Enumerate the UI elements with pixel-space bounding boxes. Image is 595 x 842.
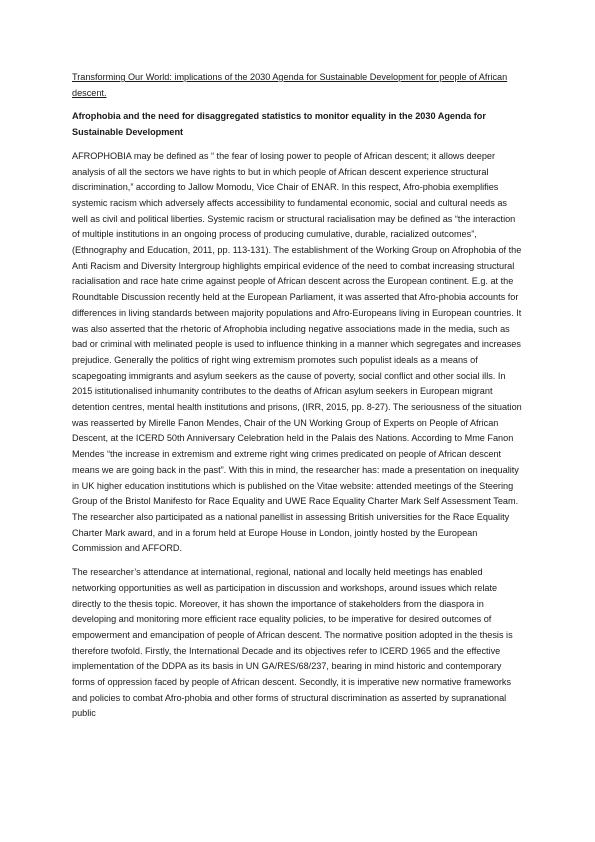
section-heading: Afrophobia and the need for disaggregated statistics to monitor equality in the 2030 Agenda for Sustainable Development bbox=[72, 111, 486, 138]
body-paragraph-1: AFROPHOBIA may be defined as “ the fear of losing power to people of African descent; it allows deeper analysis of all the sectors we have rights to but in which people of African descent experience structural discrimination,” according to Jallow Momodu, Vice Chair of ENAR. In this respect, Afro-phobia exemplifies systemic racism which adversely affects accessibility to fundamental economic, social and cultural needs as well as civil and political liberties. Systemic racism or structural racialisation may be defined as “the interaction of multiple institutions in an ongoing process of producing cumulative, durable, racialized outcomes”, (Ethnography and Education, 2011, pp. 113-131). The establishment of the Working Group on Afrophobia of the Anti Racism and Diversity Intergroup highlights empirical evidence of the need to combat increasing structural racialisation and race hate crime against people of African descent across the European continent. E.g. at the Roundtable Discussion recently held at the European Parliament, it was asserted that Afro-phobia accounts for differences in living standards between majority populations and Afro-Europeans living in European countries. It was also asserted that the rhetoric of Afrophobia including negative associations made in the media, such as bad or criminal with melinated people is used to influence thinking in a manner which segregates and increases prejudice. Generally the politics of right wing extremism promotes such populist ideals as a means of scapegoating immigrants and asylum seekers as the cause of poverty, social conflict and other social ills. In 2015 istitutionalised inhumanity contributes to the deaths of African asylum seekers in European migrant detention centres, mental health institutions and prisons, (IRR, 2015, pp. 8-27). The seriousness of the situation was reasserted by Mirelle Fanon Mendes, Chair of the UN Working Group of Experts on People of African Descent, at the ICERD 50th Anniversary Celebration held in the Palais des Nations. According to Mme Fanon Mendes “the increase in extremism and extreme right wing crimes predicated on people of African descent means we are going back in the past”. With this in mind, the researcher has: made a presentation on inequality in UK higher education institutions which is published on the Vitae website: attended meetings of the Steering Group of the Bristol Manifesto for Race Equality and UWE Race Equality Charter Mark Self Assessment Team. The researcher also participated as a national panellist in assessing British universities for the Race Equality Charter Mark award, and in a forum held at Europe House in London, jointly hosted by the European Commission and AFFORD. bbox=[72, 150, 522, 554]
document-title: Transforming Our World: implications of the 2030 Agenda for Sustainable Development for people of African descent. bbox=[72, 72, 508, 98]
body-paragraph-2: The researcher’s attendance at international, regional, national and locally held meetings has enabled networking opportunities as well as participation in discussion and workshops, around issues which relate directly to the thesis topic. Moreover, it has shown the importance of stakeholders from the diaspora in developing and monitoring more efficient race equality policies, to be imperative for desired outcomes of empowerment and emancipation of people of African descent. The normative position adopted in the thesis is therefore twofold. Firstly, the International Decade and its objectives refer to ICERD 1965 and the effective implementation of the DDPA as its basis in UN GA/RES/68/237, bearing in mind historic and contemporary forms of oppression faced by people of African descent. Secondly, it is imperative new normative frameworks and policies to combat Afro-phobia and other forms of structural discrimination as asserted by supranational public bbox=[72, 567, 513, 719]
